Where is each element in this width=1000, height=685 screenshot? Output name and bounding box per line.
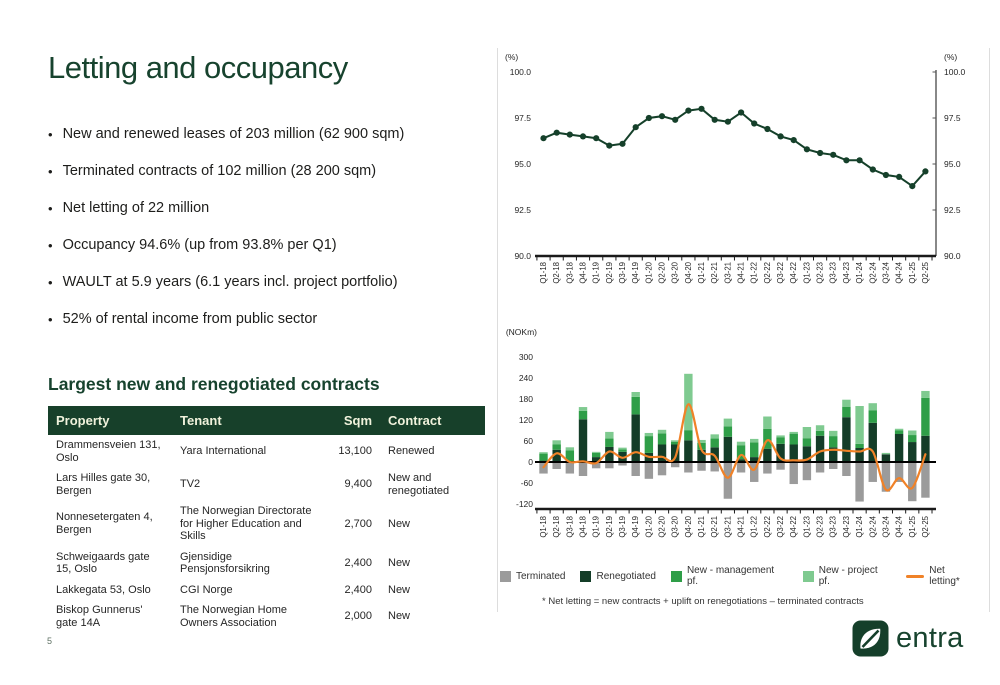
svg-text:0: 0	[528, 457, 533, 467]
table-row	[48, 468, 485, 501]
cell-sqm: 2,000	[344, 610, 372, 623]
table-row	[48, 580, 485, 601]
svg-text:Q2-18: Q2-18	[552, 516, 562, 538]
column-header-contract: Contract	[380, 406, 485, 435]
bullet-item	[48, 237, 488, 254]
svg-text:Q3-24: Q3-24	[881, 262, 891, 284]
net-letting-chart-block	[500, 323, 978, 607]
svg-text:(NOKm): (NOKm)	[505, 327, 537, 337]
legend-label: Renegotiated	[596, 570, 656, 582]
cell-sqm: 2,700	[344, 517, 372, 530]
letting-x-labels	[539, 515, 930, 537]
svg-text:Q3-21: Q3-21	[723, 516, 733, 538]
bullet-text: New and renewed leases of 203 million (62 900 sqm)	[62, 126, 405, 142]
legend-item-renegotiated	[580, 571, 656, 582]
svg-text:Q1-18: Q1-18	[539, 262, 548, 284]
new-management-swatch	[671, 571, 682, 582]
entra-logo-icon	[852, 620, 889, 657]
svg-text:Q1-20: Q1-20	[644, 262, 654, 284]
svg-text:180: 180	[518, 394, 533, 404]
svg-text:Q4-22: Q4-22	[789, 262, 799, 284]
svg-text:Q4-23: Q4-23	[841, 516, 851, 538]
chart-legend	[500, 565, 978, 587]
svg-text:120: 120	[518, 415, 533, 425]
net-letting-line	[544, 404, 926, 490]
svg-text:Q3-19: Q3-19	[618, 262, 628, 284]
cell-tenant: The Norwegian Home Owners Association	[180, 604, 287, 629]
svg-text:Q1-24: Q1-24	[855, 262, 865, 284]
svg-text:-120: -120	[515, 499, 533, 509]
svg-text:(%): (%)	[505, 52, 519, 62]
svg-text:-60: -60	[520, 478, 533, 488]
cell-tenant: TV2	[180, 478, 201, 491]
svg-text:60: 60	[523, 436, 533, 446]
chart-panel-left-border	[497, 48, 498, 612]
cell-contract: New and renegotiated	[388, 472, 450, 497]
svg-text:Q1-18: Q1-18	[539, 516, 548, 538]
legend-item-new-project	[803, 565, 892, 587]
chart-footnote: * Net letting = new contracts + uplift on renegotiations – terminated contracts	[542, 596, 864, 607]
cell-property: Lars Hilles gate 30, Bergen	[56, 472, 151, 497]
svg-text:Q3-21: Q3-21	[723, 262, 733, 284]
svg-text:95.0: 95.0	[944, 159, 961, 169]
svg-text:Q1-22: Q1-22	[749, 262, 759, 284]
bullet-item	[48, 126, 488, 143]
svg-text:Q2-19: Q2-19	[604, 262, 614, 284]
svg-text:Q4-21: Q4-21	[736, 516, 746, 538]
cell-contract: New	[388, 583, 411, 596]
svg-text:Q2-25: Q2-25	[920, 516, 930, 538]
svg-text:Q2-25: Q2-25	[920, 262, 930, 284]
svg-text:Q4-20: Q4-20	[683, 516, 693, 538]
bullet-text: 52% of rental income from public sector	[62, 311, 318, 327]
svg-text:Q1-20: Q1-20	[644, 516, 654, 538]
svg-text:Q1-23: Q1-23	[802, 516, 812, 538]
entra-logo-wordmark: entra	[896, 622, 964, 654]
svg-text:92.5: 92.5	[944, 205, 961, 215]
table-row	[48, 600, 485, 633]
legend-item-net-letting	[906, 565, 978, 587]
entra-logo	[852, 620, 964, 657]
occupancy-series	[540, 106, 928, 190]
svg-text:Q2-21: Q2-21	[710, 262, 720, 284]
cell-sqm: 2,400	[344, 583, 372, 596]
svg-text:Q2-19: Q2-19	[604, 516, 614, 538]
legend-item-new-management	[671, 565, 788, 587]
svg-text:Q3-18: Q3-18	[565, 516, 575, 538]
svg-text:Q4-19: Q4-19	[631, 516, 641, 538]
svg-text:Q1-22: Q1-22	[749, 516, 759, 538]
table-row	[48, 501, 485, 547]
svg-text:Q2-20: Q2-20	[657, 516, 667, 538]
svg-text:300: 300	[518, 352, 533, 362]
svg-text:Q4-20: Q4-20	[683, 262, 693, 284]
svg-text:Q2-24: Q2-24	[868, 516, 878, 538]
bullet-text: WAULT at 5.9 years (6.1 years incl. project portfolio)	[62, 274, 398, 290]
cell-contract: New	[388, 610, 411, 623]
bullet-text: Net letting of 22 million	[62, 200, 210, 216]
svg-text:Q4-24: Q4-24	[894, 262, 904, 284]
cell-tenant: Gjensidige Pensjonsforsikring	[180, 550, 270, 575]
svg-text:Q4-22: Q4-22	[789, 516, 799, 538]
bullet-item	[48, 311, 488, 328]
page-title: Letting and occupancy	[48, 50, 348, 85]
cell-property: Biskop Gunnerus' gate 14A	[56, 604, 143, 629]
svg-text:Q1-24: Q1-24	[855, 516, 865, 538]
new-project-swatch	[803, 571, 814, 582]
cell-tenant: Yara International	[180, 445, 267, 458]
cell-property: Drammensveien 131, Oslo	[56, 439, 161, 464]
svg-text:Q2-22: Q2-22	[762, 516, 772, 538]
svg-text:Q3-18: Q3-18	[565, 262, 575, 284]
svg-text:97.5: 97.5	[944, 113, 961, 123]
svg-text:Q2-18: Q2-18	[552, 262, 562, 284]
svg-text:Q2-20: Q2-20	[657, 262, 667, 284]
cell-contract: New	[388, 556, 411, 569]
svg-text:Q2-23: Q2-23	[815, 262, 825, 284]
cell-sqm: 2,400	[344, 556, 372, 569]
svg-text:92.5: 92.5	[514, 205, 531, 215]
svg-text:Q3-24: Q3-24	[881, 516, 891, 538]
bullet-list	[48, 126, 488, 348]
bullet-icon: •	[48, 238, 53, 253]
svg-text:Q2-23: Q2-23	[815, 516, 825, 538]
svg-text:100.0: 100.0	[509, 67, 531, 77]
svg-text:Q4-21: Q4-21	[736, 262, 746, 284]
chart-panel-right-border	[989, 48, 990, 612]
svg-text:100.0: 100.0	[944, 67, 966, 77]
occupancy-x-labels	[539, 261, 930, 283]
charts-panel	[500, 46, 978, 607]
terminated-swatch	[500, 571, 511, 582]
svg-text:Q2-21: Q2-21	[710, 516, 720, 538]
bullet-text: Terminated contracts of 102 million (28 200 sqm)	[62, 163, 377, 179]
page-number: 5	[47, 636, 53, 646]
svg-text:Q1-23: Q1-23	[802, 262, 812, 284]
svg-text:Q1-19: Q1-19	[591, 262, 601, 284]
svg-text:(%): (%)	[944, 52, 958, 62]
contracts-section-heading: Largest new and renegotiated contracts	[48, 374, 380, 394]
column-header-sqm: Sqm	[330, 406, 380, 435]
svg-text:Q3-23: Q3-23	[828, 262, 838, 284]
svg-text:Q1-25: Q1-25	[907, 516, 917, 538]
svg-text:Q4-23: Q4-23	[841, 262, 851, 284]
cell-tenant: The Norwegian Directorate for Higher Education and Skills	[180, 505, 312, 542]
bullet-item	[48, 163, 488, 180]
cell-contract: New	[388, 517, 411, 530]
svg-text:97.5: 97.5	[514, 113, 531, 123]
svg-text:Q2-24: Q2-24	[868, 262, 878, 284]
svg-text:90.0: 90.0	[944, 251, 961, 261]
cell-property: Schweigaards gate 15, Oslo	[56, 550, 150, 575]
svg-text:95.0: 95.0	[514, 159, 531, 169]
bullet-item	[48, 274, 488, 291]
svg-text:90.0: 90.0	[514, 251, 531, 261]
legend-label: Terminated	[516, 570, 566, 582]
cell-sqm: 13,100	[338, 445, 372, 458]
svg-text:Q1-25: Q1-25	[907, 262, 917, 284]
cell-contract: Renewed	[388, 445, 435, 458]
svg-text:Q3-19: Q3-19	[618, 516, 628, 538]
bullet-icon: •	[48, 275, 53, 290]
occupancy-line-chart	[500, 46, 972, 304]
svg-text:Q1-21: Q1-21	[697, 516, 707, 538]
bullet-icon: •	[48, 127, 53, 142]
svg-text:Q4-24: Q4-24	[894, 516, 904, 538]
renegotiated-swatch	[580, 571, 591, 582]
svg-text:Q1-21: Q1-21	[697, 262, 707, 284]
cell-property: Lakkegata 53, Oslo	[56, 583, 151, 596]
column-header-tenant: Tenant	[172, 406, 330, 435]
svg-text:Q4-18: Q4-18	[578, 262, 588, 284]
svg-text:Q4-18: Q4-18	[578, 516, 588, 538]
table-row	[48, 435, 485, 468]
svg-text:Q3-22: Q3-22	[776, 516, 786, 538]
cell-tenant: CGI Norge	[180, 583, 233, 596]
svg-text:Q3-20: Q3-20	[670, 262, 680, 284]
cell-sqm: 9,400	[344, 478, 372, 491]
legend-label: Net letting*	[929, 565, 960, 587]
bullet-icon: •	[48, 201, 53, 216]
svg-text:Q3-20: Q3-20	[670, 516, 680, 538]
cell-property: Nonnesetergaten 4, Bergen	[56, 511, 153, 536]
table-header-row	[48, 406, 485, 435]
occupancy-axes	[505, 52, 966, 261]
bullet-text: Occupancy 94.6% (up from 93.8% per Q1)	[62, 237, 337, 253]
bullet-item	[48, 200, 488, 217]
svg-text:Q4-19: Q4-19	[631, 262, 641, 284]
net-letting-line-swatch	[906, 575, 924, 578]
svg-text:Q3-22: Q3-22	[776, 262, 786, 284]
letting-axes	[506, 327, 537, 509]
legend-label: New - project pf.	[818, 565, 878, 587]
table-row	[48, 547, 485, 580]
legend-label: New - management pf.	[686, 565, 775, 587]
letting-bars	[539, 374, 929, 502]
svg-text:Q3-23: Q3-23	[828, 516, 838, 538]
svg-text:Q2-22: Q2-22	[762, 262, 772, 284]
contracts-table	[48, 406, 485, 633]
column-header-property: Property	[48, 406, 172, 435]
bullet-icon: •	[48, 164, 53, 179]
svg-text:Q1-19: Q1-19	[591, 516, 601, 538]
net-letting-bar-chart	[500, 323, 972, 561]
bullet-icon: •	[48, 312, 53, 327]
legend-item-terminated	[500, 571, 565, 582]
svg-text:240: 240	[518, 373, 533, 383]
